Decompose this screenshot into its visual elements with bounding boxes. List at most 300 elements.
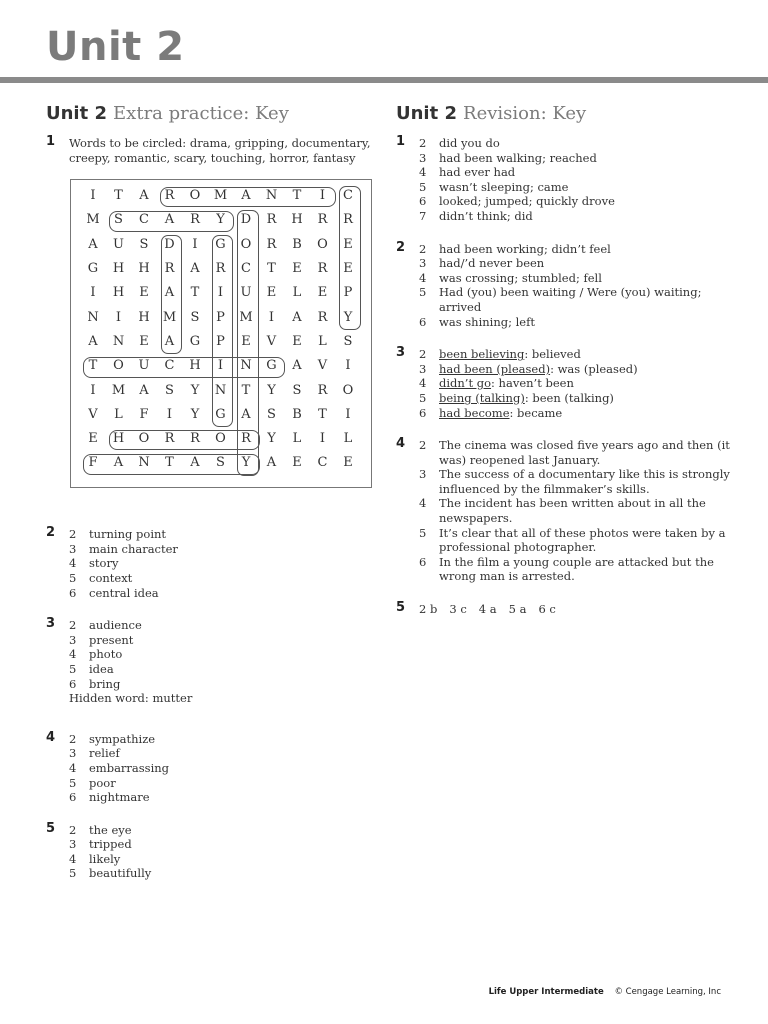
grid-letter: N: [240, 358, 252, 374]
grid-letter: I: [217, 285, 224, 301]
grid-letter: S: [190, 309, 200, 325]
list-item: [419, 209, 736, 224]
grid-letter: E: [343, 261, 353, 277]
item-number: 6: [419, 405, 427, 420]
answer-list: [69, 732, 376, 805]
grid-letter: I: [345, 358, 351, 374]
item-number: 6: [69, 676, 77, 691]
grid-letter: N: [87, 309, 99, 325]
grid-letter: L: [292, 431, 302, 447]
grid-letter: G: [215, 236, 226, 252]
item-text: [439, 406, 736, 421]
item-text: turning point: [89, 527, 167, 542]
footer-product: Life Upper Intermediate: [488, 987, 604, 997]
grid-letter: E: [139, 285, 149, 301]
item-number: 3: [69, 837, 77, 852]
answer-list: [419, 242, 736, 330]
item-number: 5: [419, 179, 427, 194]
grid-letter: Y: [267, 431, 276, 447]
revision-exercise-3: [396, 347, 736, 420]
grid-letter: S: [216, 455, 225, 471]
item-text: had ever had: [439, 165, 516, 180]
original-phrase: didn’t go: [439, 376, 492, 391]
grid-letter: N: [214, 382, 227, 398]
list-item: [419, 285, 736, 314]
item-number: 3: [419, 150, 427, 165]
grid-letter: S: [165, 382, 174, 398]
answer-list: [69, 823, 376, 881]
list-item: [419, 391, 736, 406]
grid-letter: H: [189, 358, 201, 374]
grid-letter: F: [139, 406, 149, 422]
list-item: [69, 618, 376, 633]
grid-letter: I: [90, 285, 96, 301]
list-item: [419, 136, 736, 151]
grid-letter: T: [267, 261, 276, 277]
item-text: The incident has been written about in all the newspapers.: [439, 496, 706, 526]
list-item: [69, 823, 376, 838]
list-item: [69, 633, 376, 648]
extra-exercise-5: [46, 820, 376, 881]
grid-letter: L: [114, 406, 123, 422]
grid-letter: T: [88, 358, 98, 374]
original-phrase: being (talking): [439, 390, 525, 405]
list-item: [69, 866, 376, 881]
item-number: 4: [69, 556, 77, 571]
revision-exercise-4: [396, 438, 736, 584]
grid-letter: R: [266, 236, 277, 252]
grid-letter: Y: [216, 212, 225, 228]
grid-letter: A: [113, 455, 124, 471]
extra-exercise-2: [46, 527, 376, 600]
grid-letter: U: [240, 285, 252, 301]
grid-letter: Y: [267, 382, 276, 398]
grid-letter: E: [292, 455, 302, 471]
grid-letter: M: [162, 309, 177, 325]
item-text: was crossing; stumbled; fell: [439, 270, 602, 285]
grid-letter: N: [138, 455, 150, 471]
grid-letter: E: [88, 431, 98, 447]
list-item: [69, 732, 376, 747]
grid-letter: E: [241, 333, 251, 349]
exercise-number: 4: [396, 436, 406, 452]
answer-list: [419, 136, 736, 224]
item-number: 5: [419, 525, 427, 540]
item-text: [439, 347, 736, 362]
grid-letter: H: [112, 431, 125, 447]
grid-letter: L: [292, 285, 302, 301]
grid-letter: L: [343, 431, 353, 447]
grid-letter: A: [164, 285, 175, 301]
item-text: was shining; left: [439, 314, 535, 329]
grid-letter: R: [241, 431, 251, 447]
item-number: 7: [419, 208, 427, 223]
item-number: 4: [419, 165, 427, 180]
list-item: [69, 542, 376, 557]
list-item: [419, 555, 736, 584]
item-text: In the film a young couple are attacked but the wrong man is arrested.: [439, 554, 714, 584]
grid-letter: T: [165, 455, 174, 471]
grid-letter: A: [88, 333, 98, 349]
revision-exercise-5: [396, 602, 736, 617]
extra-exercise-3: [46, 618, 376, 706]
grid-letter: R: [164, 431, 175, 447]
item-number: 3: [69, 541, 77, 556]
grid-letter: T: [190, 285, 200, 301]
mc-answer: 3 c: [449, 602, 467, 617]
list-item: [419, 347, 736, 362]
grid-letter: C: [343, 188, 353, 204]
list-item: [69, 761, 376, 776]
item-text: the eye: [89, 822, 132, 837]
list-item: [69, 790, 376, 805]
list-item: [69, 647, 376, 662]
grid-letter: I: [90, 382, 96, 398]
grid-letter: V: [317, 358, 328, 374]
item-number: 6: [419, 314, 427, 329]
answer-list: [419, 347, 736, 420]
item-number: 3: [69, 632, 77, 647]
item-text: [439, 391, 736, 406]
grid-letter: T: [318, 406, 327, 422]
list-item: [69, 556, 376, 571]
exercise-number: 1: [46, 134, 56, 149]
page-footer: [489, 987, 721, 997]
grid-letter: S: [114, 212, 123, 228]
item-text: The cinema was closed five years ago and then (it was) reopened last January.: [439, 438, 730, 467]
item-number: 2: [419, 438, 427, 453]
grid-letter: O: [215, 431, 226, 447]
grid-letter: H: [138, 309, 150, 325]
grid-letter: U: [138, 358, 150, 374]
grid-letter: E: [292, 261, 302, 277]
revision-exercise-1: [396, 136, 736, 224]
grid-letter: R: [317, 261, 328, 277]
grid-letter: D: [164, 236, 175, 252]
item-number: 4: [419, 270, 427, 285]
item-text: central idea: [89, 585, 159, 600]
grid-letter: T: [241, 382, 251, 398]
item-text: had been walking; reached: [439, 150, 597, 165]
item-text: [439, 376, 736, 391]
extra-exercise-1: [46, 136, 376, 488]
exercise-number: 5: [396, 600, 406, 616]
item-number: 4: [419, 496, 427, 511]
grid-letter: A: [139, 188, 149, 204]
item-number: 4: [69, 760, 77, 775]
answer-list: [69, 618, 376, 691]
item-number: 2: [69, 618, 77, 633]
item-text: tripped: [89, 837, 132, 852]
grid-letter: I: [319, 431, 326, 447]
grid-letter: M: [111, 382, 126, 398]
item-text: story: [89, 556, 119, 571]
grid-letter: H: [138, 261, 150, 277]
grid-letter: B: [292, 406, 302, 422]
grid-letter: C: [139, 212, 149, 228]
grid-letter: R: [317, 382, 328, 398]
original-phrase: been believing: [439, 347, 525, 362]
grid-letter: Y: [190, 382, 200, 398]
grid-letter: A: [292, 309, 302, 325]
grid-letter: E: [139, 333, 149, 349]
item-text: had been working; didn’t feel: [439, 241, 611, 256]
list-item: [419, 165, 736, 180]
item-number: 4: [419, 376, 427, 391]
list-item: [419, 467, 736, 496]
item-text: present: [89, 632, 134, 647]
grid-letter: R: [164, 261, 175, 277]
original-phrase: had been (pleased): [439, 361, 551, 376]
item-text: embarrassing: [89, 760, 170, 775]
grid-letter: I: [319, 188, 326, 204]
grid-letter: L: [318, 333, 327, 349]
grid-letter: I: [115, 309, 122, 325]
mc-answer: 6 c: [538, 602, 556, 617]
grid-letter: R: [343, 212, 353, 228]
extra-practice-heading: Unit 2 Extra practice: Key: [46, 103, 289, 124]
grid-letter: A: [292, 358, 302, 374]
list-item: [69, 571, 376, 586]
list-item: [419, 151, 736, 166]
list-item: [69, 662, 376, 677]
exercise-number: 4: [46, 729, 56, 745]
item-number: 3: [419, 467, 427, 482]
grid-letter: I: [345, 406, 351, 422]
item-number: 5: [69, 775, 77, 790]
list-item: [419, 256, 736, 271]
list-item: [419, 271, 736, 286]
grid-letter: Y: [241, 455, 251, 471]
list-item: [69, 776, 376, 791]
grid-letter: O: [317, 236, 328, 252]
exercise-number: 2: [396, 239, 406, 255]
list-item: [69, 586, 376, 601]
grid-letter: S: [292, 382, 302, 398]
item-number: 6: [69, 585, 77, 600]
extra-exercise-4: [46, 729, 376, 805]
item-number: 2: [69, 527, 77, 542]
list-item: [419, 180, 736, 195]
grid-letter: O: [342, 382, 354, 398]
mc-answer: 4 a: [478, 602, 497, 617]
item-text: Had (you) been waiting / Were (you) waiting; arrived: [439, 285, 702, 314]
list-item: [419, 496, 736, 525]
list-item: [419, 526, 736, 555]
item-number: 5: [419, 390, 427, 405]
revision-heading: Unit 2 Revision: Key: [396, 103, 587, 124]
list-item: [69, 837, 376, 852]
grid-letter: R: [317, 309, 328, 325]
item-text: audience: [89, 618, 142, 633]
list-item: [419, 315, 736, 330]
answer-list: [69, 527, 376, 600]
mc-answer: 2 b: [419, 602, 438, 617]
grid-letter: H: [112, 285, 125, 301]
grid-letter: T: [292, 188, 302, 204]
grid-letter: E: [343, 236, 353, 252]
grid-letter: V: [266, 333, 277, 349]
grid-letter: U: [113, 236, 124, 252]
grid-letter: M: [239, 309, 253, 325]
item-number: 2: [419, 347, 427, 362]
item-text: The success of a documentary like this is strongly influenced by the filmmaker’s skills.: [439, 467, 730, 496]
corrected-phrase: : was (pleased): [550, 361, 638, 376]
item-number: 2: [69, 822, 77, 837]
word-search-grid: [70, 179, 372, 488]
grid-letter: A: [164, 333, 175, 349]
hidden-word: Hidden word: mutter: [69, 691, 193, 706]
grid-letter: C: [317, 455, 328, 471]
item-text: beautifully: [89, 866, 152, 881]
grid-letter: F: [88, 455, 98, 471]
list-item: [419, 438, 736, 467]
grid-letter: R: [190, 212, 200, 228]
item-number: 5: [69, 570, 77, 585]
corrected-phrase: : became: [509, 405, 563, 420]
grid-letter: P: [216, 333, 225, 349]
title-rule: [0, 77, 768, 83]
grid-letter: C: [241, 261, 251, 277]
revision-column: [396, 102, 736, 617]
item-text: photo: [89, 647, 123, 662]
item-number: 6: [419, 554, 427, 569]
grid-letter: G: [215, 406, 226, 422]
grid-letter: G: [266, 358, 277, 374]
grid-letter: A: [164, 212, 175, 228]
grid-letter: A: [88, 236, 98, 252]
item-text: poor: [89, 775, 116, 790]
footer-copyright: © Cengage Learning, Inc: [614, 987, 721, 997]
grid-letter: S: [343, 333, 353, 349]
answer-list: [419, 438, 736, 584]
item-number: 5: [419, 285, 427, 300]
grid-letter: A: [139, 382, 149, 398]
item-text: did you do: [439, 136, 500, 150]
grid-letter: O: [113, 358, 124, 374]
item-text: relief: [89, 746, 120, 761]
item-text: It’s clear that all of these photos were taken by a professional photographer.: [439, 525, 726, 555]
exercise-number: 2: [46, 525, 56, 541]
item-text: nightmare: [89, 790, 150, 805]
grid-letter: R: [266, 212, 277, 228]
exercise-1-text: Words to be circled: drama, gripping, documentary, creepy, romantic, scary, touching, horror, fantasy: [69, 136, 371, 165]
extra-practice-column: [46, 102, 376, 881]
item-number: 6: [69, 790, 77, 805]
item-number: 3: [419, 361, 427, 376]
grid-letter: O: [240, 236, 252, 252]
item-number: 4: [69, 851, 77, 866]
item-number: 2: [419, 241, 427, 256]
exercise-number: 3: [46, 616, 56, 632]
grid-letter: I: [166, 406, 173, 422]
list-item: [69, 527, 376, 542]
item-text: likely: [89, 851, 121, 866]
list-item: [419, 362, 736, 377]
grid-letter: T: [114, 188, 123, 204]
item-number: 2: [69, 731, 77, 746]
item-number: 3: [69, 746, 77, 761]
item-number: 5: [69, 866, 77, 881]
item-number: 6: [419, 194, 427, 209]
multiple-choice-answers: [419, 602, 736, 617]
grid-letter: O: [138, 431, 150, 447]
list-item: [419, 406, 736, 421]
grid-letter: H: [291, 212, 303, 228]
list-item: [419, 242, 736, 257]
list-item: [419, 194, 736, 209]
grid-letter: Y: [190, 406, 200, 422]
corrected-phrase: : been (talking): [524, 390, 614, 405]
mc-answer: 5 a: [508, 602, 527, 617]
grid-letter: E: [292, 333, 302, 349]
list-item: [69, 677, 376, 692]
grid-letter: A: [241, 188, 251, 204]
grid-letter: R: [164, 188, 175, 204]
grid-letter: A: [190, 455, 200, 471]
grid-letter: I: [90, 188, 96, 204]
grid-letter: P: [343, 285, 353, 301]
item-text: bring: [89, 676, 121, 691]
grid-letter: A: [190, 261, 200, 277]
item-text: looked; jumped; quickly drove: [439, 194, 615, 209]
item-text: had/’d never been: [439, 256, 545, 271]
list-item: [69, 746, 376, 761]
item-text: didn’t think; did: [439, 208, 533, 223]
item-text: idea: [89, 661, 114, 676]
grid-letter: E: [266, 285, 277, 301]
grid-letter: S: [139, 236, 149, 252]
exercise-number: 1: [396, 134, 406, 149]
item-number: 2: [419, 136, 427, 150]
grid-letter: H: [112, 261, 125, 277]
exercise-number: 3: [396, 345, 406, 361]
item-text: [439, 362, 736, 377]
grid-letter: I: [268, 309, 275, 325]
grid-letter: I: [192, 236, 198, 252]
list-item: [419, 376, 736, 391]
grid-letter: Y: [343, 309, 353, 325]
item-text: main character: [89, 541, 178, 556]
grid-letter: M: [86, 212, 100, 228]
grid-letter: V: [88, 406, 98, 422]
exercise-number: 5: [46, 820, 56, 836]
grid-letter: R: [190, 431, 200, 447]
grid-letter: G: [189, 333, 201, 349]
grid-letter: S: [267, 406, 276, 422]
grid-letter: P: [216, 309, 225, 325]
grid-letter: N: [265, 188, 278, 204]
grid-letter: E: [317, 285, 328, 301]
item-text: context: [89, 570, 133, 585]
grid-letter: B: [292, 236, 302, 252]
grid-letter: N: [112, 333, 125, 349]
grid-letter: G: [87, 261, 99, 277]
revision-exercise-2: [396, 239, 736, 330]
grid-letter: I: [217, 358, 224, 374]
item-number: 5: [69, 661, 77, 676]
grid-letter: E: [343, 455, 353, 471]
grid-letter: R: [215, 261, 226, 277]
grid-letter: O: [189, 188, 201, 204]
grid-letter: D: [240, 212, 252, 228]
page-title: Unit 2: [46, 24, 185, 70]
grid-letter: A: [241, 406, 251, 422]
item-number: 3: [419, 256, 427, 271]
grid-letter: R: [317, 212, 328, 228]
item-text: wasn’t sleeping; came: [439, 179, 569, 194]
grid-letter: A: [266, 455, 277, 471]
